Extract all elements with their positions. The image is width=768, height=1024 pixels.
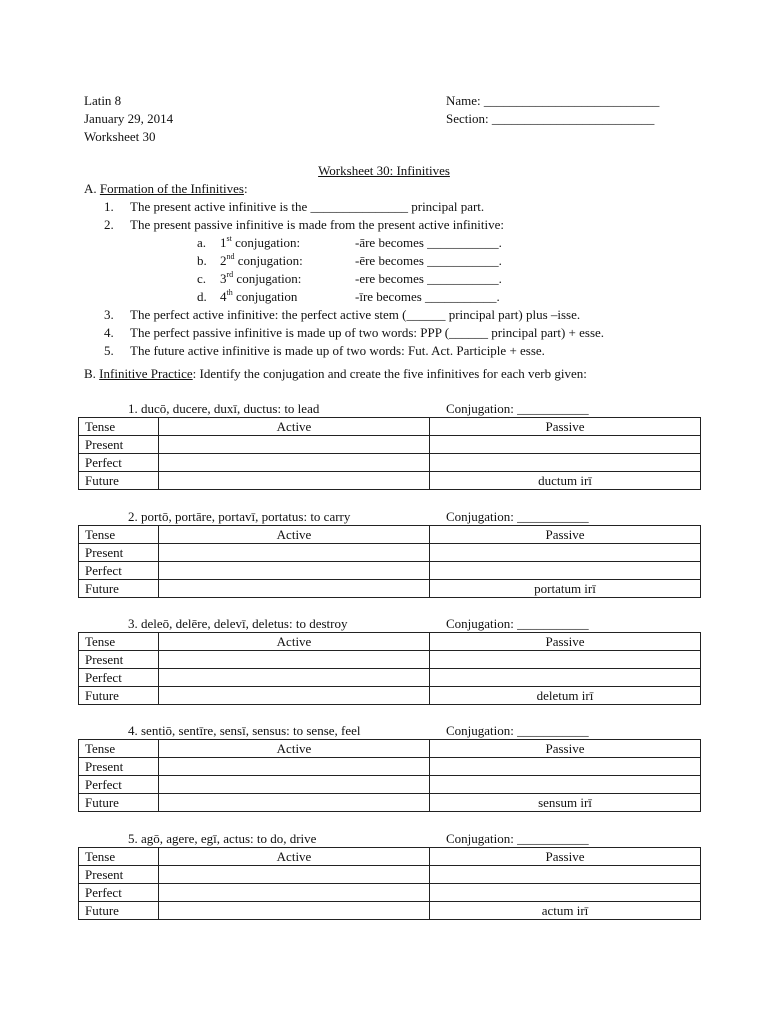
answer-cell[interactable] bbox=[430, 669, 701, 687]
conjugation-blank: Conjugation: ___________ bbox=[446, 723, 589, 738]
conjugation-blank: Conjugation: ___________ bbox=[446, 831, 589, 846]
table-row: Future actum irī bbox=[79, 902, 701, 920]
answer-cell[interactable] bbox=[159, 776, 430, 794]
step-2: 2. The present passive infinitive is made from the present active infinitive: a. 1st conjugation: -āre becomes ___________. b. 2nd conjugation: -ēre becomes ___________. c. 3rd conjugation: -ere becomes ___________. d. 4th conjugation -īre becomes ___________. bbox=[84, 216, 604, 306]
answer-cell[interactable] bbox=[430, 562, 701, 580]
header-left bbox=[84, 92, 173, 146]
conjugation-blank: Conjugation: ___________ bbox=[446, 616, 589, 631]
infinitive-table bbox=[78, 739, 701, 812]
answer-cell[interactable] bbox=[159, 669, 430, 687]
step-5: 5. The future active infinitive is made up of two words: Fut. Act. Participle + esse. bbox=[104, 343, 545, 358]
date: January 29, 2014 bbox=[84, 111, 174, 126]
future-passive-cell: ductum irī bbox=[430, 472, 701, 490]
future-passive-cell: actum irī bbox=[430, 902, 701, 920]
verb-title: 3. deleō, delēre, delevī, deletus: to destroy bbox=[128, 616, 348, 631]
verb-title: 2. portō, portāre, portavī, portatus: to carry bbox=[128, 509, 351, 524]
verb-title: 4. sentiō, sentīre, sensī, sensus: to sense, feel bbox=[128, 723, 361, 738]
section-field: Section: _________________________ bbox=[446, 111, 655, 126]
verb-block-4 bbox=[78, 723, 701, 812]
infinitive-table bbox=[78, 417, 701, 490]
verb-block-5 bbox=[78, 831, 701, 920]
infinitive-table bbox=[78, 525, 701, 598]
answer-cell[interactable] bbox=[430, 776, 701, 794]
future-passive-cell: deletum irī bbox=[430, 687, 701, 705]
answer-cell[interactable] bbox=[430, 651, 701, 669]
course-name: Latin 8 bbox=[84, 93, 122, 108]
verb-block-1 bbox=[78, 401, 701, 490]
table-row: Present bbox=[79, 651, 701, 669]
table-row: Perfect bbox=[79, 776, 701, 794]
rule-a: a. 1st conjugation: -āre becomes ___________. bbox=[197, 234, 502, 250]
verb-title: 1. ducō, ducere, duxī, ductus: to lead bbox=[128, 401, 320, 416]
answer-cell[interactable] bbox=[430, 884, 701, 902]
future-passive-cell: sensum irī bbox=[430, 794, 701, 812]
rule-d: d. 4th conjugation -īre becomes ___________. bbox=[197, 288, 500, 304]
table-row: Perfect bbox=[79, 884, 701, 902]
page-title: Worksheet 30: Infinitives bbox=[318, 163, 450, 178]
answer-cell[interactable] bbox=[159, 454, 430, 472]
table-header-row: Tense Active Passive bbox=[79, 740, 701, 758]
table-header-row: Tense Active Passive bbox=[79, 418, 701, 436]
answer-cell[interactable] bbox=[159, 866, 430, 884]
worksheet-number: Worksheet 30 bbox=[84, 129, 156, 144]
answer-cell[interactable] bbox=[159, 562, 430, 580]
step-3: 3. The perfect active infinitive: the perfect active stem (______ principal part) plus –isse. bbox=[104, 307, 581, 322]
answer-cell[interactable] bbox=[159, 580, 430, 598]
formation-steps bbox=[84, 198, 604, 360]
answer-cell[interactable] bbox=[430, 866, 701, 884]
conjugation-blank: Conjugation: ___________ bbox=[446, 509, 589, 524]
step-1: 1. The present active infinitive is the _______________ principal part. bbox=[104, 199, 485, 214]
table-row: Present bbox=[79, 758, 701, 776]
answer-cell[interactable] bbox=[430, 454, 701, 472]
table-row: Future ductum irī bbox=[79, 472, 701, 490]
passive-rules bbox=[130, 234, 604, 306]
infinitive-table bbox=[78, 632, 701, 705]
answer-cell[interactable] bbox=[430, 758, 701, 776]
conjugation-blank: Conjugation: ___________ bbox=[446, 401, 589, 416]
rule-c: c. 3rd conjugation: -ere becomes ___________. bbox=[197, 270, 502, 286]
rule-b: b. 2nd conjugation: -ēre becomes ___________. bbox=[197, 252, 502, 268]
table-header-row: Tense Active Passive bbox=[79, 848, 701, 866]
section-a-heading: A. Formation of the Infinitives: bbox=[84, 181, 248, 196]
table-row: Present bbox=[79, 436, 701, 454]
section-formation bbox=[84, 180, 604, 360]
verb-title: 5. agō, agere, egī, actus: to do, drive bbox=[128, 831, 317, 846]
table-row: Future deletum irī bbox=[79, 687, 701, 705]
verb-block-2 bbox=[78, 509, 701, 598]
name-field: Name: ___________________________ bbox=[446, 93, 660, 108]
table-row: Future portatum irī bbox=[79, 580, 701, 598]
header-right bbox=[446, 92, 659, 128]
answer-cell[interactable] bbox=[430, 544, 701, 562]
answer-cell[interactable] bbox=[159, 651, 430, 669]
table-row: Present bbox=[79, 544, 701, 562]
table-row: Perfect bbox=[79, 454, 701, 472]
section-practice-heading: B. Infinitive Practice: Identify the conjugation and create the five infinitives for each verb given: bbox=[84, 366, 587, 381]
table-header-row: Tense Active Passive bbox=[79, 633, 701, 651]
answer-cell[interactable] bbox=[159, 758, 430, 776]
answer-cell[interactable] bbox=[430, 436, 701, 454]
future-passive-cell: portatum irī bbox=[430, 580, 701, 598]
answer-cell[interactable] bbox=[159, 884, 430, 902]
infinitive-table bbox=[78, 847, 701, 920]
table-header-row: Tense Active Passive bbox=[79, 526, 701, 544]
answer-cell[interactable] bbox=[159, 794, 430, 812]
table-row: Perfect bbox=[79, 562, 701, 580]
answer-cell[interactable] bbox=[159, 436, 430, 454]
step-4: 4. The perfect passive infinitive is made up of two words: PPP (______ principal part) + esse. bbox=[104, 325, 605, 340]
table-row: Present bbox=[79, 866, 701, 884]
answer-cell[interactable] bbox=[159, 687, 430, 705]
table-row: Perfect bbox=[79, 669, 701, 687]
answer-cell[interactable] bbox=[159, 544, 430, 562]
answer-cell[interactable] bbox=[159, 472, 430, 490]
table-row: Future sensum irī bbox=[79, 794, 701, 812]
answer-cell[interactable] bbox=[159, 902, 430, 920]
verb-block-3 bbox=[78, 616, 701, 705]
